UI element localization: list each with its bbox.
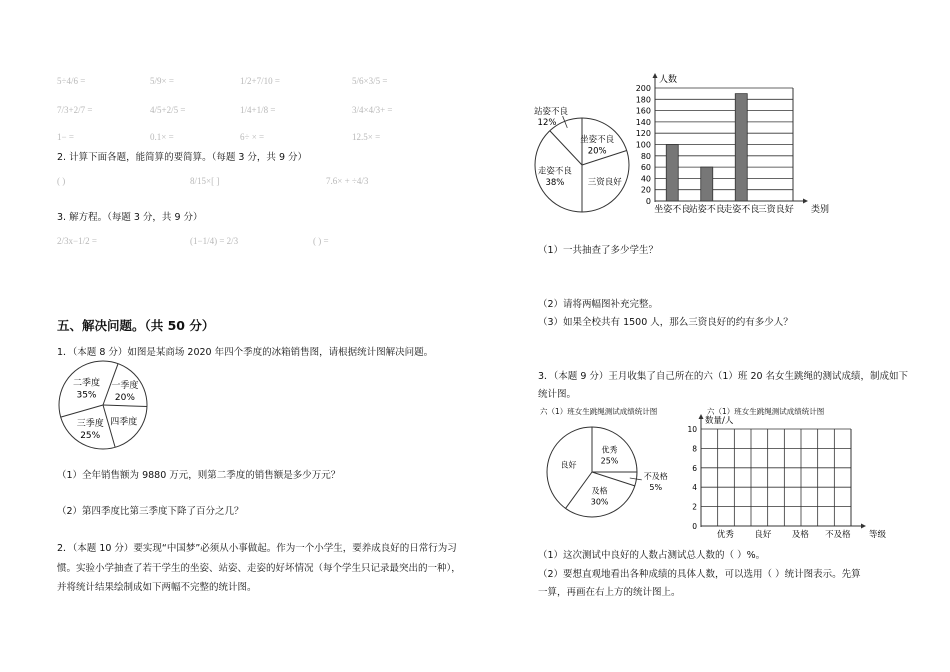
pie-slice-label: 三资良好 — [587, 177, 622, 188]
q2-line: 并将统计结果绘制成如下两幅不完整的统计图。 — [57, 582, 257, 593]
pie-slice-label: 三季度 — [76, 419, 104, 430]
rope-pie-chart — [540, 422, 680, 522]
equation-expr: ( ) = — [313, 236, 329, 246]
arith-expr: 3/4×4/3+ = — [352, 105, 393, 115]
bar — [701, 167, 713, 201]
y-axis-arrow — [699, 414, 704, 419]
pie-slice-label: 二季度 — [72, 378, 101, 389]
arith-expr: 1/4+1/8 = — [240, 105, 276, 115]
q3-sub1: （1）这次测试中良好的人数占测试总人数的（ ）%。 — [538, 550, 766, 561]
y-tick-label: 180 — [635, 95, 651, 105]
posture-bar-chart — [630, 68, 830, 220]
y-tick-label: 160 — [635, 106, 651, 116]
arith-expr: 5/9× = — [150, 76, 174, 86]
q3-line: 3．（本题 9 分）王月收集了自己所在的六（1）班 20 名女生跳绳的测试成绩，制成如下 — [538, 371, 909, 382]
x-axis-arrow — [803, 199, 808, 204]
pie-slice-percent: 20% — [114, 393, 135, 404]
y-tick-label: 4 — [692, 483, 697, 493]
y-tick-label: 80 — [640, 151, 651, 161]
q1-sub1: （1）全年销售额为 9880 万元，则第二季度的销售额是多少万元？ — [57, 470, 341, 481]
pie3-title: 六（1）班女生跳绳测试成绩统计图 — [540, 407, 658, 416]
pie-slice-percent: 30% — [590, 497, 609, 507]
pie-slice-label: 一季度 — [111, 381, 139, 392]
x-axis-label: 等级 — [869, 530, 887, 540]
x-tick-label: 站姿不良 — [688, 205, 725, 215]
x-tick-label: 及格 — [791, 530, 809, 540]
arith-expr: 1/2+7/10 = — [240, 76, 280, 86]
q2-sub2: （2）请将两幅图补充完整。 — [538, 299, 659, 310]
x-tick-label: 三资良好 — [757, 205, 794, 215]
q3-sub2: （2）要想直观地看出各种成绩的具体人数，可以选用（ ）统计图表示。先算 — [538, 569, 861, 580]
y-tick-label: 0 — [645, 197, 651, 206]
pie-slice-label: 坐姿不良 — [580, 135, 615, 146]
arith-expr: 0.1× = — [150, 132, 174, 142]
y-tick-label: 20 — [640, 185, 651, 195]
q1-sub2: （2）第四季度比第三季度下降了百分之几？ — [57, 506, 244, 517]
pie-slice-percent: 25% — [600, 456, 619, 466]
rope-grid-chart — [685, 416, 887, 540]
pie-slice-label: 不及格 — [643, 472, 668, 482]
calc-expr: 7.6× + ÷4/3 — [326, 176, 369, 186]
pie-slice-percent: 35% — [76, 390, 97, 401]
q2-line: 2．（本题 10 分）要实现“中国梦”必须从小事做起。作为一个小学生，要养成良好的日常行为习 — [57, 543, 457, 554]
bar2-title: 六（1）班女生跳绳测试成绩统计图 — [707, 407, 825, 416]
y-tick-label: 2 — [692, 502, 697, 512]
y-axis-label: 人数 — [659, 75, 678, 85]
y-tick-label: 200 — [635, 84, 651, 93]
x-tick-label: 优秀 — [716, 530, 734, 540]
pie-slice-label: 走姿不良 — [537, 166, 572, 177]
x-tick-label: 良好 — [754, 530, 772, 540]
bar — [735, 94, 747, 201]
calc-expr: ( ) — [57, 176, 66, 186]
equation-expr: 2/3x−1/2 = — [57, 236, 97, 246]
sales-pie-chart — [55, 360, 155, 456]
y-tick-label: 8 — [692, 444, 697, 454]
bar — [666, 145, 678, 202]
y-tick-label: 140 — [635, 117, 651, 127]
y-tick-label: 100 — [635, 140, 651, 150]
pie-slice-percent: 5% — [649, 483, 663, 493]
section3-heading: 3. 解方程。（每题 3 分，共 9 分） — [57, 212, 203, 223]
q2-sub1: （1）一共抽查了多少学生？ — [538, 245, 659, 256]
pie-slice-percent: 25% — [80, 431, 101, 442]
q3-sub2b: 一算，再画在右上方的统计图上。 — [538, 587, 681, 598]
y-tick-label: 10 — [687, 425, 697, 434]
y-axis-arrow — [653, 73, 658, 78]
posture-pie-chart — [525, 105, 635, 217]
x-axis-label: 类别 — [811, 205, 830, 215]
y-tick-label: 0 — [692, 522, 697, 531]
x-tick-label: 不及格 — [825, 530, 851, 540]
arith-expr: 1− = — [57, 132, 74, 142]
q1-text: 1．（本题 8 分）如图是某商场 2020 年四个季度的冰箱销售图，请根据统计图解决问题。 — [57, 347, 434, 358]
x-axis-arrow — [861, 524, 866, 529]
pie-slice-label: 站姿不良 — [533, 107, 569, 117]
x-tick-label: 走姿不良 — [723, 205, 760, 215]
section2-heading: 2. 计算下面各题，能简算的要简算。（每题 3 分，共 9 分） — [57, 152, 308, 163]
y-tick-label: 60 — [640, 163, 651, 173]
pie-slice-percent: 12% — [537, 118, 557, 128]
q2-line: 惯。实验小学抽查了若干学生的坐姿、站姿、走姿的好坏情况（每个学生只记录最突出的一种）， — [57, 563, 461, 574]
y-tick-label: 120 — [635, 129, 651, 139]
pie-slice-percent: 38% — [545, 178, 565, 189]
y-axis-label: 数量/人 — [705, 416, 734, 426]
pie-slice-percent: 20% — [587, 146, 607, 157]
pie-slice-label: 优秀 — [601, 445, 618, 455]
part5-heading: 五、解决问题。（共 50 分） — [57, 318, 215, 333]
calc-expr: 8/15×[ ] — [190, 176, 220, 186]
arith-expr: 12.5× = — [352, 132, 381, 142]
equation-expr: (1−1/4) = 2/3 — [190, 236, 239, 246]
arith-expr: 7/3+2/7 = — [57, 105, 93, 115]
q3-line: 统计图。 — [538, 389, 577, 400]
x-tick-label: 坐姿不良 — [654, 205, 691, 215]
q2-sub3: （3）如果全校共有 1500 人，那么三资良好的约有多少人？ — [538, 317, 793, 328]
arith-expr: 6÷ × = — [240, 132, 265, 142]
arith-expr: 4/5+2/5 = — [150, 105, 186, 115]
pie-slice-label: 及格 — [591, 486, 608, 496]
pie-slice-label: 四季度 — [110, 417, 138, 428]
y-tick-label: 6 — [692, 463, 697, 473]
arith-expr: 5÷4/6 = — [57, 76, 86, 86]
pie-slice-label: 良好 — [560, 460, 577, 470]
arith-expr: 5/6×3/5 = — [352, 76, 388, 86]
y-tick-label: 40 — [640, 174, 651, 184]
